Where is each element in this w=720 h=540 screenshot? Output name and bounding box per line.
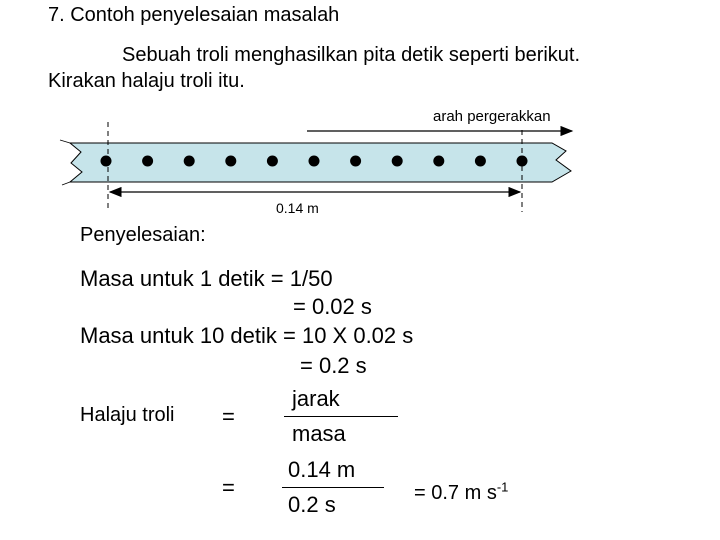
fraction-denominator-word: masa — [292, 421, 346, 446]
tape-dot — [392, 156, 403, 167]
solution-line-1: Masa untuk 1 detik = 1/50 — [80, 266, 333, 291]
problem-line-1: Sebuah troli menghasilkan pita detik seperti berikut. — [122, 44, 581, 66]
result-exponent: -1 — [496, 479, 509, 495]
tape-dot — [142, 156, 153, 167]
solution-line-3: Masa untuk 10 detik = 10 X 0.02 s — [80, 323, 414, 348]
problem-line-2: Kirakan halaju troli itu. — [48, 70, 245, 92]
tape-dot — [267, 156, 278, 167]
tape-dot — [101, 156, 112, 167]
fraction-numerator-value: 0.14 m — [288, 457, 356, 482]
tape-dot — [517, 156, 528, 167]
equals-sign-1: = — [222, 404, 235, 429]
fraction-line-2 — [282, 487, 384, 488]
equals-sign-2: = — [222, 475, 235, 500]
ticker-tape-diagram — [0, 0, 720, 230]
solution-line-4: = 0.2 s — [300, 353, 367, 378]
direction-label: arah pergerakkan — [433, 108, 551, 125]
fraction-line-1 — [284, 416, 398, 417]
result-text: = 0.7 m s — [414, 482, 497, 504]
result-value — [414, 479, 509, 505]
fraction-numerator-word: jarak — [292, 386, 340, 411]
distance-label: 0.14 m — [276, 200, 319, 216]
tape-dot — [309, 156, 320, 167]
solution-heading: Penyelesaian: — [80, 224, 206, 246]
fraction-denominator-value: 0.2 s — [288, 492, 336, 517]
tape-dot — [475, 156, 486, 167]
velocity-label: Halaju troli — [80, 404, 175, 426]
page-title: 7. Contoh penyelesaian masalah — [48, 4, 340, 26]
tape-dot — [433, 156, 444, 167]
tape-dot — [350, 156, 361, 167]
tape-dot — [184, 156, 195, 167]
solution-line-2: = 0.02 s — [293, 294, 372, 319]
tape-dot — [225, 156, 236, 167]
